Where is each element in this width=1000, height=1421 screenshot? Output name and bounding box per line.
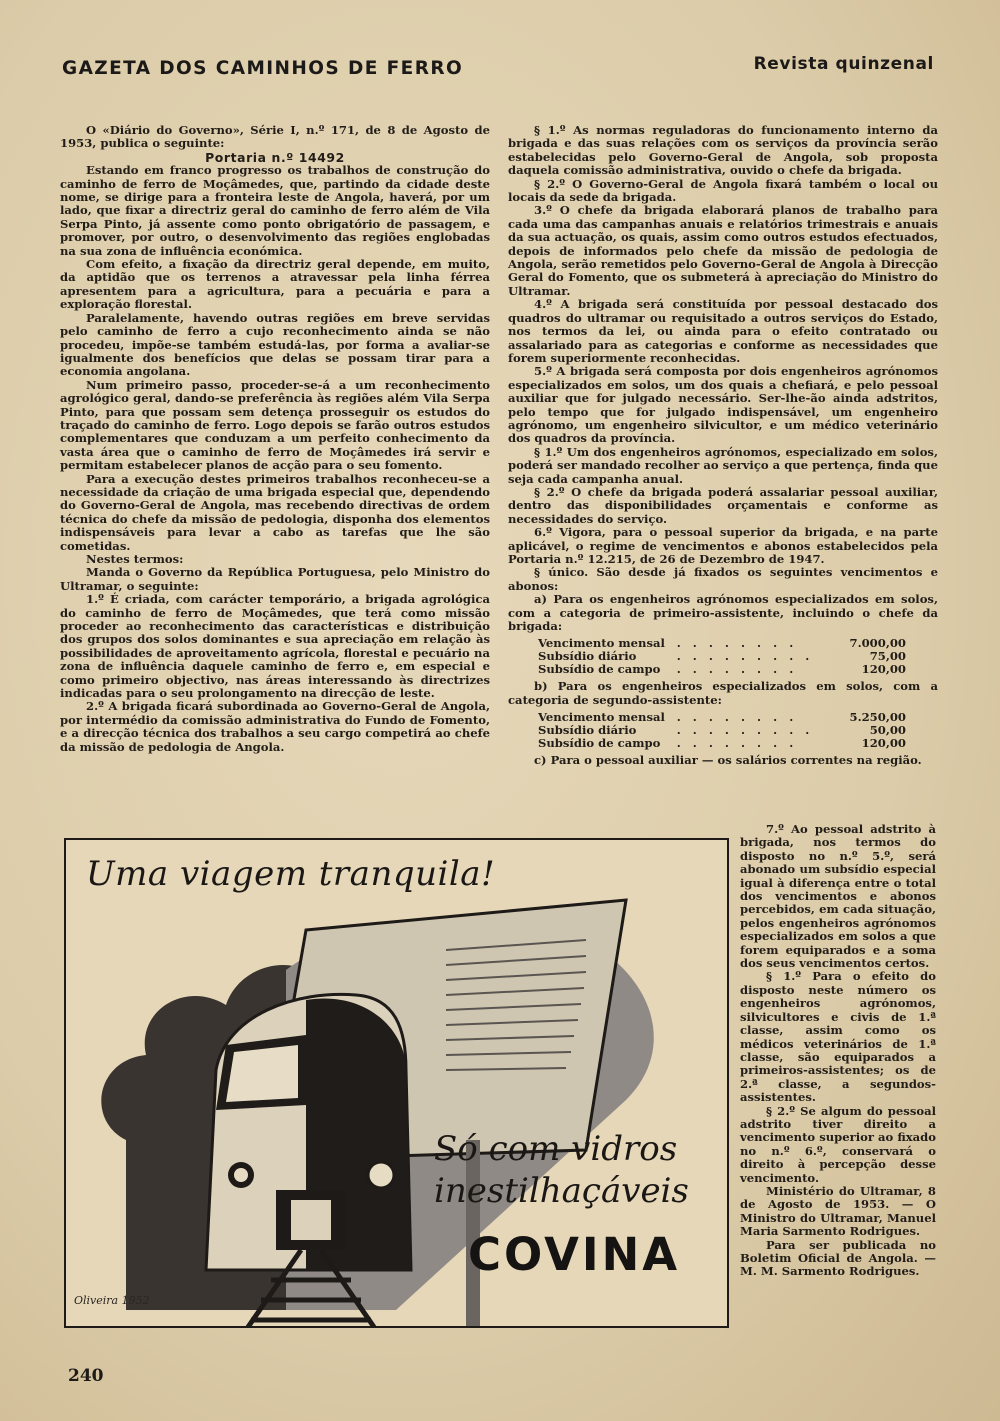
page-number: 240 <box>68 1366 104 1386</box>
ad-headline: Uma viagem tranquila! <box>86 854 496 894</box>
body-paragraph: § 1.º Para o efeito do disposto neste número os engenheiros agrónomos, silvicultores e civis de 1.ª classe, assim como os médicos veterinários de 1.ª classe, são equiparados a primeiros-assistentes; os de 2.ª classe, a segundos-assistentes. <box>740 969 936 1105</box>
body-paragraph: § 2.º Se algum do pessoal adstrito tiver direito a vencimento superior ao fixado no n.º 6.º, conservará o direito à percepção desse vencimento. <box>740 1103 937 1185</box>
salary-value: 50,00 <box>869 723 906 738</box>
body-paragraph: 7.º Ao pessoal adstrito à brigada, nos termos do disposto no n.º 5.º, será abonado um subsídio especial igual à diferença entre o total dos vencimentos e abonos percebidos, em cada situação, pelos engenheiros agrónomos especializados em solos a que forem equiparados e a soma dos seus vencimentos certos. <box>740 822 936 971</box>
body-paragraph: Com efeito, a fixação da directriz geral depende, em muito, da aptidão que os terrenos a atravessar pela linha férrea apresentem para a agricultura, para a pecuária e para a exploração florestal. <box>60 257 490 312</box>
body-paragraph: § 2.º O Governo-Geral de Angola fixará também o local ou locais da sede da brigada. <box>508 176 938 205</box>
body-paragraph: Para a execução destes primeiros trabalhos reconheceu-se a necessidade da criação de uma brigada especial que, dependendo do Governo-Geral de Angola, mas recebendo directivas de ordem técnica do chefe da missão de pedologia, disponha dos elementos indispensáveis para levar a cabo as tarefas que lhe são cometidas. <box>60 471 490 553</box>
body-paragraph: Nestes termos: <box>86 552 184 566</box>
body-paragraph: Estando em franco progresso os trabalhos de construção do caminho de ferro de Moçâmedes, que, partindo da cidade deste nome, se dirige para a fronteira leste de Angola, haverá, por um lado, que fixar a directriz geral do caminho de ferro além de Vila Serpa Pinto, já assente como ponto obrigatório de passagem, e promover, por outro, o desenvolvimento das regiões englobadas na sua zona de influência económica. <box>60 163 490 258</box>
publication-note: Para ser publicada no Boletim Oficial de Angola. — M. M. Sarmento Rodrigues. <box>740 1237 936 1279</box>
body-paragraph: 4.º A brigada será constituída por pessoal destacado dos quadros do ultramar ou requisitado a outros serviços do Estado, nos termos da lei, ou ainda para o efeito contratado ou assalariado para as categorias e conforme as necessidades que forem superiormente reconhecidas. <box>508 297 938 365</box>
leader-dots: . . . . . . . . <box>676 636 798 651</box>
leader-dots: . . . . . . . . <box>676 710 798 725</box>
body-paragraph: § único. São desde já fixados os seguintes vencimentos e abonos: <box>508 565 938 593</box>
leader-dots: . . . . . . . . <box>676 736 798 751</box>
salary-label: Subsídio diário <box>538 649 637 664</box>
salary-label: Subsídio de campo <box>538 736 661 751</box>
ad-slogan-line: Só com vidros <box>434 1129 678 1169</box>
table-row <box>538 737 906 750</box>
intro-paragraph: O «Diário do Governo», Série I, n.º 171, de 8 de Agosto de 1953, publica o seguinte: <box>60 123 490 151</box>
salary-value: 120,00 <box>861 736 906 751</box>
salary-label: Vencimento mensal <box>538 636 665 651</box>
salary-table-b <box>538 711 906 750</box>
salary-value: 75,00 <box>869 649 906 664</box>
publication-title: GAZETA DOS CAMINHOS DE FERRO <box>62 58 464 79</box>
table-row <box>538 663 906 676</box>
salary-table-a <box>538 637 906 676</box>
publication-subtitle: Revista quinzenal <box>753 54 934 74</box>
signature-paragraph: Ministério do Ultramar, 8 de Agosto de 1953. — O Ministro do Ultramar, Manuel Maria Sarmento Rodrigues. <box>740 1183 936 1239</box>
ad-slogan-line: inestilhaçáveis <box>434 1171 689 1211</box>
narrow-column <box>740 823 936 1279</box>
item-a: a) Para os engenheiros agrónomos especializados em solos, com a categoria de primeiro-assistente, incluindo o chefe da brigada: <box>508 592 938 634</box>
body-paragraph: 2.º A brigada ficará subordinada ao Governo-Geral de Angola, por intermédio da comissão administrativa do Fundo de Fomento, e a direcção técnica dos trabalhos a seu cargo competirá ao chefe da missão de pedologia de Angola. <box>60 699 490 754</box>
body-paragraph: Manda o Governo da República Portuguesa, pelo Ministro do Ultramar, o seguinte: <box>60 565 490 593</box>
salary-value: 7.000,00 <box>849 636 906 651</box>
body-paragraph: 6.º Vigora, para o pessoal superior da brigada, e na parte aplicável, o regime de vencimentos e abonos estabelecidos pela Portaria n.º 12.215, de 26 de Dezembro de 1947. <box>508 525 938 566</box>
salary-label: Vencimento mensal <box>538 710 665 725</box>
item-b: b) Para os engenheiros especializados em solos, com a categoria de segundo-assistente: <box>508 679 938 707</box>
salary-label: Subsídio de campo <box>538 662 661 677</box>
body-paragraph: § 1.º As normas reguladoras do funcionamento interno da brigada e das suas relações com os serviços da província serão estabelecidas pelo Governo-Geral de Angola, sob proposta daquela comissão administrativa, ouvido o chefe da brigada. <box>508 123 938 178</box>
body-paragraph: § 2.º O chefe da brigada poderá assalariar pessoal auxiliar, dentro das disponibilidades orçamentais e conforme as necessidades do serviço. <box>508 484 938 526</box>
leader-dots: . . . . . . . . . <box>676 649 814 664</box>
body-paragraph: Num primeiro passo, proceder-se-á a um reconhecimento agrológico geral, dando-se preferência às regiões além Vila Serpa Pinto, para que possam sem detença prosseguir os estudos do traçado do caminho de ferro. Logo depois se farão outros estudos complementares que conduzam a um perfeito conhecimento da vasta área que o caminho de ferro de Moçâmedes irá servir e permitam estabelecer planos de acção para o seu fomento. <box>60 377 490 473</box>
body-paragraph: 5.º A brigada será composta por dois engenheiros agrónomos especializados em solos, um dos quais a chefiará, e pelo pessoal auxiliar que for julgado necessário. Ser-lhe-ão ainda adstritos, pelo tempo que for julgado indispensável, um engenheiro agrónomo, um engenheiro silvicultor, e um médico veterinário dos quadros da província. <box>508 364 938 446</box>
salary-value: 5.250,00 <box>849 710 906 725</box>
body-paragraph: § 1.º Um dos engenheiros agrónomos, especializado em solos, poderá ser mandado recolher ao serviço a que pertença, finda que seja cada campanha anual. <box>508 444 938 486</box>
item-c: c) Para o pessoal auxiliar — os salários correntes na região. <box>534 753 922 768</box>
body-paragraph: 3.º O chefe da brigada elaborará planos de trabalho para cada uma das campanhas anuais e relatórios trimestrais e anuais da sua actuação, os quais, assim como outros estudos efectuados, depois de informados pelo chefe da missão de pedologia de Angola, serão remetidos pelo Governo-Geral de Angola à Direcção Geral do Fomento, que os submeterá à apreciação do Ministro do Ultramar. <box>508 203 938 298</box>
leader-dots: . . . . . . . . <box>676 662 798 677</box>
ad-brand-logo: COVINA <box>468 1228 681 1281</box>
salary-value: 120,00 <box>861 662 906 677</box>
ad-slogan <box>434 1128 724 1212</box>
salary-label: Subsídio diário <box>538 723 637 738</box>
right-column <box>508 124 938 768</box>
portaria-title: Portaria n.º 14492 <box>205 149 345 165</box>
leader-dots: . . . . . . . . . <box>676 723 814 738</box>
artist-signature: Oliveira 1952 <box>74 1294 150 1307</box>
page-header <box>62 52 934 88</box>
left-column <box>60 124 490 754</box>
body-paragraph: 1.º É criada, com carácter temporário, a brigada agrológica do caminho de ferro de Moçâmedes, que terá como missão proceder ao reconhecimento das características e distribuição dos grupos dos solos dominantes e sua apreciação em relação às possibilidades de aproveitamento agrícola, florestal e pecuário na zona de influência daquele caminho de ferro e, em especial e como primeiro objectivo, nas áreas interessando às directrizes indicadas para o seu prolongamento na direcção de leste. <box>60 592 490 701</box>
body-paragraph: Paralelamente, havendo outras regiões em breve servidas pelo caminho de ferro a cujo reconhecimento ainda se não procedeu, impõe-se também estudá-las, por forma a avaliar-se igualmente dos benefícios que delas se possam tirar para a economia angolana. <box>60 310 490 379</box>
